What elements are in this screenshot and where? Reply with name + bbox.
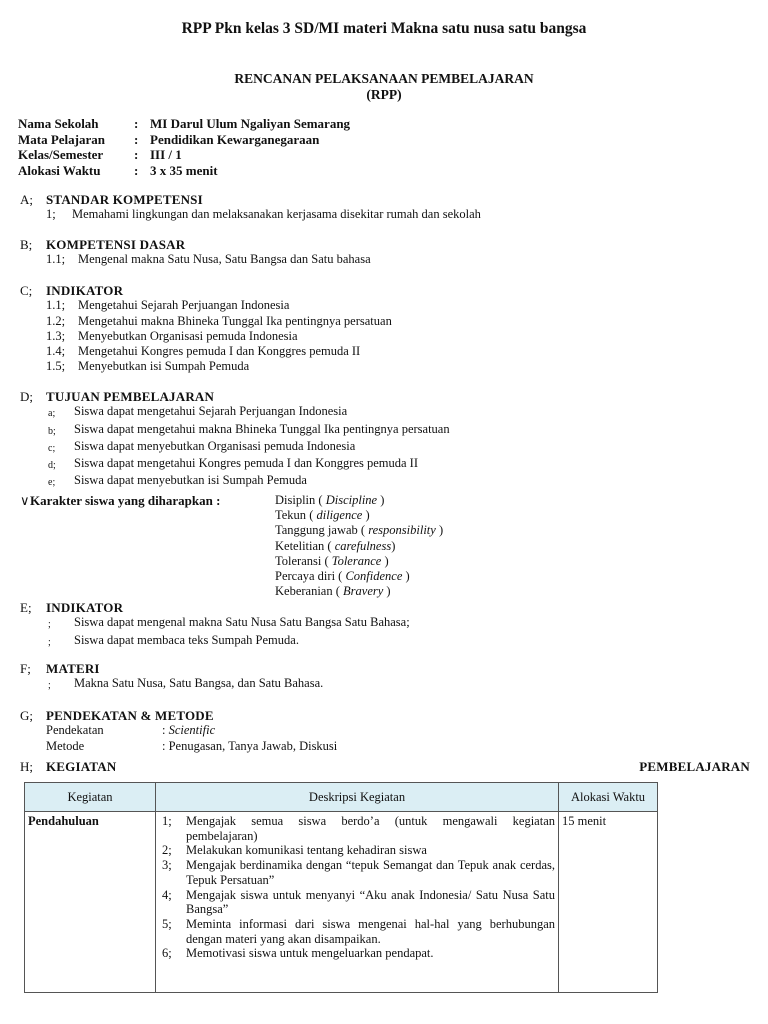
item-text: Mengenal makna Satu Nusa, Satu Bangsa dan Satu bahasa (78, 252, 371, 267)
item-letter: d; (48, 460, 56, 472)
metode-row: Metode : Penugasan, Tanya Jawab, Diskusi (20, 739, 337, 754)
list-item (20, 298, 392, 313)
identity-value: Pendidikan Kewarganegaraan (150, 131, 320, 147)
section-title: KEGIATAN (46, 759, 117, 774)
item-text: Menyebutkan Organisasi pemuda Indonesia (78, 328, 298, 343)
section-standar-kompetensi (20, 192, 481, 223)
section-letter: H; (20, 759, 33, 774)
item-bullet: ; (48, 636, 51, 648)
phase-cell: Pendahuluan (25, 812, 156, 993)
section-kegiatan (20, 759, 116, 774)
section-title: INDIKATOR (46, 600, 124, 615)
activity-item: 2; Melakukan komunikasi tentang kehadiran siswa (162, 843, 427, 858)
item-number: 1.2; (46, 313, 66, 328)
karakter-item: Tekun ( diligence ) (275, 508, 370, 523)
item-text: Mengetahui Sejarah Perjuangan Indonesia (78, 298, 290, 313)
list-item (20, 404, 450, 421)
karakter-list (275, 493, 443, 599)
list-item (20, 422, 450, 439)
section-letter: D; (20, 389, 33, 404)
activities-cell (156, 812, 559, 993)
item-letter: c; (48, 442, 56, 454)
rpp-heading (0, 71, 768, 103)
section-title: STANDAR KOMPETENSI (46, 192, 203, 207)
activity-item: 4; Mengajak siswa untuk menyanyi “Aku anak Indonesia/ Satu Nusa Satu Bangsa” (162, 887, 555, 917)
list-item (20, 207, 481, 222)
identity-block (18, 116, 350, 178)
identity-value: 3 x 35 menit (150, 162, 218, 178)
item-bullet: ; (48, 680, 51, 692)
activity-item: 5; Meminta informasi dari siswa mengenai hal-hal yang berhubungan dengan materi yang akan disampaikan. (162, 916, 555, 946)
item-text: Memahami lingkungan dan melaksanakan kerjasama disekitar rumah dan sekolah (72, 207, 481, 222)
karakter-item: Percaya diri ( Confidence ) (275, 569, 410, 584)
section-title: MATERI (46, 661, 100, 676)
activity-item: 3; Mengajak berdinamika dengan “tepuk Semangat dan Tepuk anak cerdas, Tepuk Persatuan” (162, 858, 555, 887)
karakter-item: Toleransi ( Tolerance ) (275, 553, 389, 568)
item-text: Mengetahui Kongres pemuda I dan Konggres pemuda II (78, 344, 361, 359)
karakter-label: Karakter siswa yang diharapkan : (30, 493, 221, 508)
rpp-subtitle: (RPP) (366, 87, 402, 102)
list-item (20, 676, 323, 693)
list-item (20, 329, 392, 344)
identity-row: Kelas/Semester : III / 1 (18, 147, 182, 162)
activity-item: 6; Memotivasi siswa untuk mengeluarkan pendapat. (162, 946, 434, 961)
identity-label: Alokasi Waktu (18, 162, 101, 178)
section-materi (20, 661, 323, 694)
item-text: Siswa dapat mengetahui Kongres pemuda I dan Konggres pemuda II (74, 456, 419, 471)
item-letter: a; (48, 408, 56, 420)
activity-item: 1; Mengajak semua siswa berdo’a (untuk mengawali kegiatan pembelajaran) (162, 814, 555, 843)
identity-label: Nama Sekolah (18, 116, 99, 131)
section-letter: C; (20, 283, 33, 298)
item-number: 1.1; (46, 252, 66, 267)
metode-value: Penugasan, Tanya Jawab, Diskusi (168, 738, 338, 753)
column-header: Kegiatan (25, 783, 156, 812)
metode-label: Metode (46, 738, 85, 753)
karakter-block (20, 493, 220, 508)
identity-value: III / 1 (150, 147, 182, 162)
section-letter: F; (20, 661, 31, 676)
list-item (20, 615, 410, 632)
section-title: PENDEKATAN & METODE (46, 708, 214, 723)
section-pendekatan-metode (20, 708, 337, 754)
section-title: TUJUAN PEMBELAJARAN (46, 389, 215, 404)
pendekatan-row: Pendekatan : Scientific (20, 723, 337, 738)
list-item (20, 359, 392, 374)
item-bullet: ; (48, 619, 51, 631)
document-title: RPP Pkn kelas 3 SD/MI materi Makna satu nusa satu bangsa (181, 20, 587, 37)
item-number: 1.1; (46, 298, 66, 313)
item-text: Siswa dapat menyebutkan isi Sumpah Pemuda (74, 473, 307, 488)
item-text: Makna Satu Nusa, Satu Bangsa, dan Satu Bahasa. (74, 676, 324, 691)
column-header: Deskripsi Kegiatan (156, 783, 559, 812)
section-letter: G; (20, 708, 33, 723)
list-item (20, 314, 392, 329)
list-item (20, 473, 450, 490)
rpp-title: RENCANAN PELAKSANAAN PEMBELAJARAN (234, 71, 534, 86)
identity-row: Nama Sekolah : MI Darul Ulum Ngaliyan Semarang (18, 116, 351, 131)
section-title: INDIKATOR (46, 283, 124, 298)
item-text: Siswa dapat mengetahui Sejarah Perjuangan Indonesia (74, 404, 348, 419)
karakter-item: Keberanian ( Bravery ) (275, 584, 391, 599)
pendekatan-label: Pendekatan (46, 723, 104, 738)
section-letter: E; (20, 600, 32, 615)
pendekatan-value: Scientific (168, 723, 216, 738)
list-item (20, 633, 410, 650)
section-indikator (20, 283, 392, 375)
list-item (20, 252, 371, 267)
identity-label: Mata Pelajaran (18, 131, 106, 147)
section-title: KOMPETENSI DASAR (46, 237, 186, 252)
section-letter: A; (20, 192, 33, 207)
section-tujuan-pembelajaran (20, 389, 450, 491)
identity-label: Kelas/Semester (18, 147, 104, 162)
karakter-item: Disiplin ( Discipline ) (275, 493, 385, 507)
karakter-item: Ketelitian ( carefulness) (275, 538, 396, 553)
list-item (20, 456, 450, 473)
table-header-row (25, 783, 658, 812)
table-row (25, 812, 658, 993)
item-text: Siswa dapat mengenal makna Satu Nusa Satu Bangsa Satu Bahasa; (74, 615, 410, 630)
item-number: 1.5; (46, 359, 66, 374)
item-text: Siswa dapat menyebutkan Organisasi pemuda Indonesia (74, 438, 356, 453)
section-title-right: PEMBELAJARAN (639, 759, 750, 774)
item-text: Siswa dapat mengetahui makna Bhineka Tunggal Ika pentingnya persatuan (74, 421, 450, 436)
item-number: 1.3; (46, 328, 66, 343)
karakter-item: Tanggung jawab ( responsibility ) (275, 523, 444, 538)
identity-row: Mata Pelajaran : Pendidikan Kewarganegaraan (18, 131, 320, 147)
item-letter: b; (48, 425, 56, 437)
section-indikator-2 (20, 600, 410, 650)
identity-value: MI Darul Ulum Ngaliyan Semarang (150, 116, 351, 131)
section-letter: B; (20, 237, 33, 252)
item-number: 1; (46, 207, 56, 222)
list-item (20, 439, 450, 456)
section-kompetensi-dasar (20, 237, 371, 268)
identity-row: Alokasi Waktu : 3 x 35 menit (18, 162, 218, 178)
alloc-cell: 15 menit (559, 812, 658, 993)
check-icon: ∨ (20, 493, 30, 508)
list-item (20, 344, 392, 359)
item-text: Siswa dapat membaca teks Sumpah Pemuda. (74, 632, 299, 647)
item-number: 1.4; (46, 344, 66, 359)
kegiatan-table (24, 782, 658, 993)
item-text: Mengetahui makna Bhineka Tunggal Ika pentingnya persatuan (78, 313, 392, 328)
item-text: Menyebutkan isi Sumpah Pemuda (78, 359, 250, 374)
column-header: Alokasi Waktu (559, 783, 658, 812)
item-letter: e; (48, 477, 56, 489)
